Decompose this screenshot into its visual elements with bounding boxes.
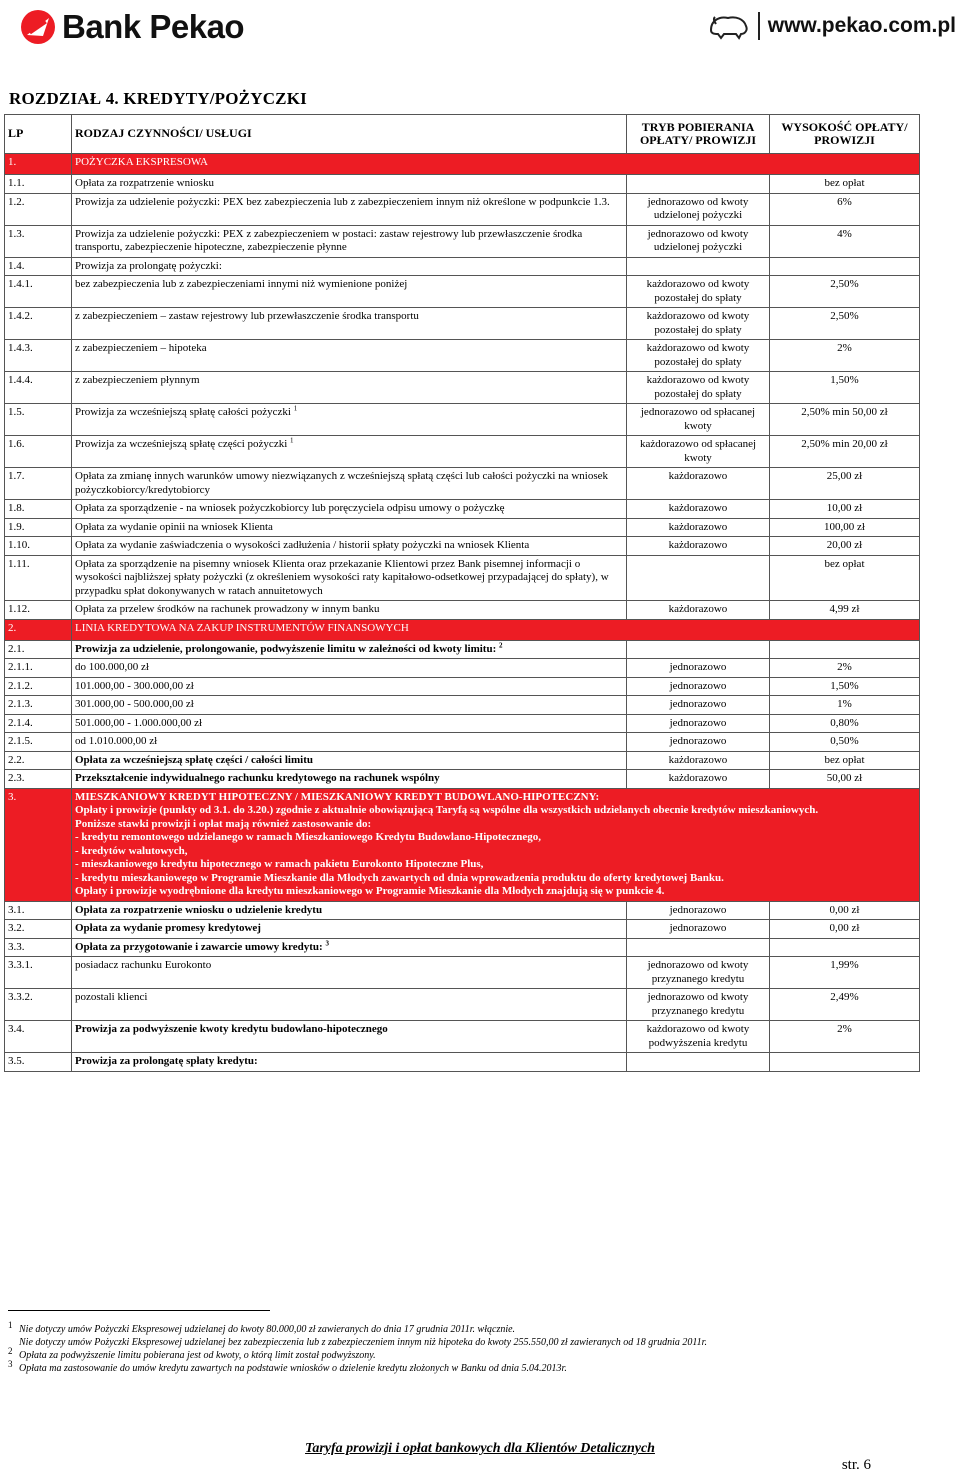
row-service (72, 436, 627, 468)
footnote-number: 2 (8, 1346, 13, 1356)
table-row (5, 677, 920, 696)
row-service-text: Opłata za sporządzenie - na wniosek pożyczkobiorcy lub poręczyciela odpisu umowy o pożyczkę (75, 502, 505, 514)
row-mode: każdorazowo od kwoty pozostałej do spłaty (627, 340, 770, 372)
footer-title: Taryfa prowizji i opłat bankowych dla Klientów Detalicznych (305, 1441, 655, 1456)
table-row (5, 555, 920, 601)
table-row (5, 340, 920, 372)
row-value: 4% (770, 225, 920, 257)
row-lp: 1.10. (5, 537, 72, 556)
footnote-ref: 1 (290, 436, 294, 445)
row-lp: 3.3.1. (5, 957, 72, 989)
row-service (72, 751, 627, 770)
row-service-text: z zabezpieczeniem płynnym (75, 374, 200, 386)
row-mode (627, 640, 770, 659)
table-row (5, 257, 920, 276)
row-value (770, 257, 920, 276)
row-service (72, 1021, 627, 1053)
row-mode: jednorazowo od spłacanej kwoty (627, 404, 770, 436)
row-service-text: Opłata za przygotowanie i zawarcie umowy kredytu: (75, 940, 323, 953)
row-service (72, 1053, 627, 1072)
row-value: 6% (770, 193, 920, 225)
row-mode: każdorazowo od kwoty pozostałej do spłaty (627, 308, 770, 340)
row-mode: jednorazowo od kwoty udzielonej pożyczki (627, 193, 770, 225)
bison-icon (708, 12, 750, 40)
row-lp: 1.9. (5, 518, 72, 537)
header-mode: TRYB POBIERANIA OPŁATY/ PROWIZJI (627, 115, 770, 154)
row-lp: 1.5. (5, 404, 72, 436)
row-mode: jednorazowo (627, 733, 770, 752)
footnote (8, 1346, 908, 1362)
row-value: 25,00 zł (770, 468, 920, 500)
row-service (72, 500, 627, 519)
row-service-text: od 1.010.000,00 zł (75, 735, 158, 747)
row-mode: każdorazowo od spłacanej kwoty (627, 436, 770, 468)
section-line: - kredytu mieszkaniowego w Programie Mieszkanie dla Młodych zawartych od dnia wprowadzenia produktu do oferty kredytowej Banku. (75, 871, 724, 884)
table-row (5, 276, 920, 308)
table-row (5, 733, 920, 752)
row-mode: jednorazowo od kwoty przyznanego kredytu (627, 957, 770, 989)
table-row (5, 901, 920, 920)
footnote (8, 1320, 908, 1336)
row-value: 20,00 zł (770, 537, 920, 556)
table-row (5, 518, 920, 537)
row-service-text: Opłata za zmianę innych warunków umowy niezwiązanych z wcześniejszą spłatą części lub całości pożyczki na wniosek pożyczkobiorcy/kredytobiorcy (75, 470, 608, 496)
row-service (72, 920, 627, 939)
row-value: 2,50% min 20,00 zł (770, 436, 920, 468)
table-row (5, 696, 920, 715)
footnote-ref: 3 (325, 938, 329, 947)
site-link[interactable] (708, 12, 956, 40)
row-value: 10,00 zł (770, 500, 920, 519)
row-service-text: posiadacz rachunku Eurokonto (75, 959, 212, 971)
table-row (5, 500, 920, 519)
row-service (72, 404, 627, 436)
row-service (72, 659, 627, 678)
section-lp: 1. (5, 154, 72, 175)
row-service (72, 601, 627, 620)
footnote-number: 1 (8, 1320, 13, 1330)
section-line: - kredytu remontowego udzielanego w ramach Mieszkaniowego Kredytu Budowlano-Hipotecznego, (75, 831, 541, 843)
row-mode (627, 257, 770, 276)
table-row (5, 659, 920, 678)
row-service (72, 372, 627, 404)
table-row (5, 601, 920, 620)
row-mode: jednorazowo (627, 659, 770, 678)
row-service-text: Opłata za sporządzenie na pisemny wniosek Klienta oraz przekazanie Klientowi przez Bank pisemnej informacji o wysokości najbliższej spłaty pożyczki (z określeniem wysokości raty kapitałowo-odsetkowej przypadającej do spłaty), w przypadku spłat dokonywanych w ratach annuitetowych (75, 557, 609, 597)
table-row (5, 372, 920, 404)
row-value: 0,50% (770, 733, 920, 752)
row-service (72, 938, 627, 957)
row-service (72, 193, 627, 225)
row-value: 100,00 zł (770, 518, 920, 537)
row-mode: jednorazowo (627, 677, 770, 696)
row-value: 0,80% (770, 714, 920, 733)
row-lp: 2.2. (5, 751, 72, 770)
row-lp: 3.3.2. (5, 989, 72, 1021)
table-row (5, 175, 920, 194)
table-header-row (5, 115, 920, 154)
row-value (770, 640, 920, 659)
row-mode: jednorazowo (627, 901, 770, 920)
row-value (770, 1053, 920, 1072)
table-row (5, 308, 920, 340)
row-value: 2,49% (770, 989, 920, 1021)
footnote (8, 1359, 908, 1375)
row-service (72, 276, 627, 308)
row-service (72, 537, 627, 556)
footnote-text: Nie dotyczy umów Pożyczki Ekspresowej udzielanej bez zabezpieczenia lub z zabezpieczeniem innym niż hipoteka do kwoty 255.550,00 zł zawieranych od 18 grudnia 2011r. (19, 1337, 707, 1348)
row-value: 0,00 zł (770, 901, 920, 920)
row-service (72, 468, 627, 500)
row-lp: 1.4.4. (5, 372, 72, 404)
row-lp: 1.6. (5, 436, 72, 468)
row-value: 2% (770, 1021, 920, 1053)
table-row (5, 770, 920, 789)
row-service (72, 957, 627, 989)
section-title: MIESZKANIOWY KREDYT HIPOTECZNY / MIESZKANIOWY KREDYT BUDOWLANO-HIPOTECZNY: (75, 790, 600, 803)
footnote-text: Opłata ma zastosowanie do umów kredytu zawartych na podstawie wniosków o dzielenie kredytu złożonych w Banku od dnia 5.04.2013r. (19, 1363, 567, 1374)
section-line: Poniższe stawki prowizji i opłat mają również zastosowanie do: (75, 817, 372, 830)
row-mode (627, 1053, 770, 1072)
row-value: 4,99 zł (770, 601, 920, 620)
bank-pekao-logo-icon (20, 9, 56, 45)
row-lp: 2.1.3. (5, 696, 72, 715)
section-lp: 3. (5, 788, 72, 901)
page-header (0, 0, 960, 60)
row-service (72, 714, 627, 733)
row-value: bez opłat (770, 751, 920, 770)
section-title: POŻYCZKA EKSPRESOWA (72, 154, 920, 175)
footnotes (8, 1310, 908, 1375)
table-row (5, 1053, 920, 1072)
table-row (5, 1021, 920, 1053)
row-lp: 1.4. (5, 257, 72, 276)
row-value: 1,50% (770, 677, 920, 696)
tariff-table (4, 114, 920, 1072)
footnote-ref: 2 (498, 640, 503, 649)
row-service-text: Prowizja za wcześniejszą spłatę części pożyczki (75, 438, 288, 450)
row-value: 0,00 zł (770, 920, 920, 939)
row-service-text: z zabezpieczeniem – zastaw rejestrowy lub przewłaszczenie środka transportu (75, 310, 419, 322)
section-1-row (5, 154, 920, 175)
table-row (5, 714, 920, 733)
row-lp: 1.4.1. (5, 276, 72, 308)
row-service (72, 257, 627, 276)
row-lp: 1.4.2. (5, 308, 72, 340)
footnote-number: 3 (8, 1359, 13, 1369)
row-service (72, 989, 627, 1021)
section-title: LINIA KREDYTOWA NA ZAKUP INSTRUMENTÓW FINANSOWYCH (72, 619, 920, 640)
row-lp: 3.4. (5, 1021, 72, 1053)
row-service-text: Opłata za wydanie promesy kredytowej (75, 922, 261, 934)
row-service (72, 175, 627, 194)
row-lp: 3.3. (5, 938, 72, 957)
row-mode: jednorazowo od kwoty przyznanego kredytu (627, 989, 770, 1021)
header-separator (758, 12, 760, 40)
row-service (72, 770, 627, 789)
row-mode: każdorazowo od kwoty pozostałej do spłaty (627, 372, 770, 404)
row-mode: każdorazowo (627, 770, 770, 789)
row-mode (627, 938, 770, 957)
row-service-text: Prowizja za udzielenie, prolongowanie, podwyższenie limitu w zależności od kwoty limitu: (75, 642, 497, 655)
section-lp: 2. (5, 619, 72, 640)
table-row (5, 537, 920, 556)
page-number: str. 6 (841, 1457, 871, 1473)
table-row (5, 225, 920, 257)
row-mode: jednorazowo (627, 696, 770, 715)
row-mode: jednorazowo od kwoty udzielonej pożyczki (627, 225, 770, 257)
row-service-text: Prowizja za prolongatę spłaty kredytu: (75, 1055, 258, 1067)
site-url[interactable]: www.pekao.com.pl (767, 14, 956, 37)
footnote-text: Opłata za podwyższenie limitu pobierana jest od kwoty, o którą limit został podwyższony. (19, 1350, 376, 1361)
table-row (5, 938, 920, 957)
row-service-text: z zabezpieczeniem – hipoteka (75, 342, 207, 354)
table-row (5, 436, 920, 468)
row-service-text: Opłata za przelew środków na rachunek prowadzony w innym banku (75, 603, 380, 615)
row-lp: 2.1. (5, 640, 72, 659)
row-service-text: Prowizja za wcześniejszą spłatę całości pożyczki (75, 406, 291, 418)
row-service-text: Opłata za wydanie opinii na wniosek Klienta (75, 520, 273, 533)
section-line: Opłaty i prowizje wyodrębnione dla kredytu mieszkaniowego w Programie Mieszkanie dla Młodych znajdują się w punkcie 4. (75, 885, 665, 897)
row-lp: 2.3. (5, 770, 72, 789)
row-service-text: Opłata za rozpatrzenie wniosku (75, 177, 214, 189)
row-service-text: do 100.000,00 zł (75, 661, 149, 673)
row-lp: 3.5. (5, 1053, 72, 1072)
row-mode: każdorazowo (627, 500, 770, 519)
row-value: 1,50% (770, 372, 920, 404)
row-mode: każdorazowo od kwoty pozostałej do spłaty (627, 276, 770, 308)
footnote-ref: 1 (293, 404, 298, 413)
header-lp: LP (5, 115, 72, 154)
row-value: 2,50% (770, 308, 920, 340)
row-value: 50,00 zł (770, 770, 920, 789)
row-mode: każdorazowo od kwoty podwyższenia kredytu (627, 1021, 770, 1053)
row-lp: 1.3. (5, 225, 72, 257)
row-service-text: Opłata za rozpatrzenie wniosku o udzielenie kredytu (75, 903, 323, 916)
brand-name: Bank Pekao (62, 8, 245, 45)
section-line: - mieszkaniowego kredytu hipotecznego w ramach pakietu Eurokonto Hipoteczne Plus, (75, 858, 484, 870)
row-service-text: 301.000,00 - 500.000,00 zł (75, 698, 194, 710)
table-row (5, 640, 920, 659)
row-value (770, 938, 920, 957)
row-mode: każdorazowo (627, 468, 770, 500)
row-service-text: Prowizja za udzielenie pożyczki: PEX bez zabezpieczenia lub z zabezpieczeniem innym niż określone w podpunkcie 1.3. (75, 195, 610, 208)
row-lp: 2.1.1. (5, 659, 72, 678)
row-service (72, 696, 627, 715)
row-lp: 2.1.2. (5, 677, 72, 696)
row-lp: 1.8. (5, 500, 72, 519)
section-2-row (5, 619, 920, 640)
row-service-text: Przekształcenie indywidualnego rachunku kredytowego na rachunek wspólny (75, 772, 440, 784)
row-value: 1,99% (770, 957, 920, 989)
row-mode: jednorazowo (627, 714, 770, 733)
row-service-text: pozostali klienci (75, 991, 148, 1003)
row-value: 1% (770, 696, 920, 715)
row-service (72, 733, 627, 752)
row-service-text: Opłata za wcześniejszą spłatę części / całości limitu (75, 753, 313, 766)
header-value: WYSOKOŚĆ OPŁATY/ PROWIZJI (770, 115, 920, 154)
row-mode: każdorazowo (627, 601, 770, 620)
row-lp: 2.1.4. (5, 714, 72, 733)
row-service (72, 308, 627, 340)
footnote (8, 1336, 908, 1349)
row-lp: 2.1.5. (5, 733, 72, 752)
chapter-title: ROZDZIAŁ 4. KREDYTY/POŻYCZKI (9, 89, 307, 108)
row-value: 2% (770, 340, 920, 372)
table-row (5, 751, 920, 770)
row-value: bez opłat (770, 555, 920, 601)
row-lp: 1.2. (5, 193, 72, 225)
row-value: bez opłat (770, 175, 920, 194)
row-service (72, 901, 627, 920)
table-row (5, 920, 920, 939)
row-mode: każdorazowo (627, 537, 770, 556)
row-lp: 1.4.3. (5, 340, 72, 372)
row-service (72, 555, 627, 601)
section-line: Opłaty i prowizje (punkty od 3.1. do 3.20.) zgodnie z aktualnie obowiązującą Taryfą są wspólne dla wszystkich udzielanych obecnie kredytów mieszkaniowych. (75, 804, 819, 816)
table-row (5, 404, 920, 436)
section-line: - kredytów walutowych, (75, 844, 188, 857)
row-service (72, 340, 627, 372)
row-lp: 1.12. (5, 601, 72, 620)
row-service-text: 101.000,00 - 300.000,00 zł (75, 679, 194, 692)
bank-logo[interactable] (20, 8, 244, 46)
row-mode (627, 175, 770, 194)
table-row (5, 193, 920, 225)
table-row (5, 468, 920, 500)
row-lp: 3.2. (5, 920, 72, 939)
row-service (72, 225, 627, 257)
row-service (72, 640, 627, 659)
row-lp: 1.1. (5, 175, 72, 194)
row-mode (627, 555, 770, 601)
row-service-text: bez zabezpieczenia lub z zabezpieczeniami innymi niż wymienione poniżej (75, 278, 408, 290)
row-service (72, 677, 627, 696)
table-row (5, 957, 920, 989)
section-3-row (5, 788, 920, 901)
row-service-text: Prowizja za udzielenie pożyczki: PEX z zabezpieczeniem w postaci: zastaw rejestrowy lub przewłaszczenie środka transportu, zabezpieczenie hipoteczne, zabezpieczenie płynne (75, 227, 583, 253)
row-service-text: 501.000,00 - 1.000.000,00 zł (75, 716, 203, 729)
table-row (5, 989, 920, 1021)
row-lp: 1.7. (5, 468, 72, 500)
row-service-text: Prowizja za prolongatę pożyczki: (75, 259, 222, 272)
row-mode: jednorazowo (627, 920, 770, 939)
footnote-separator (8, 1310, 270, 1311)
row-value: 2,50% min 50,00 zł (770, 404, 920, 436)
row-mode: każdorazowo (627, 518, 770, 537)
row-service (72, 518, 627, 537)
row-service-text: Opłata za wydanie zaświadczenia o wysokości zadłużenia / historii spłaty pożyczki na wniosek Klienta (75, 539, 530, 551)
header-name: RODZAJ CZYNNOŚCI/ USŁUGI (72, 115, 627, 154)
row-lp: 3.1. (5, 901, 72, 920)
row-value: 2% (770, 659, 920, 678)
row-mode: każdorazowo (627, 751, 770, 770)
row-lp: 1.11. (5, 555, 72, 601)
footnote-text: Nie dotyczy umów Pożyczki Ekspresowej udzielanej do kwoty 80.000,00 zł zawieranych do dnia 17 grudnia 2011r. włącznie. (19, 1324, 516, 1335)
row-service-text: Prowizja za podwyższenie kwoty kredytu budowlano-hipotecznego (75, 1023, 388, 1035)
row-value: 2,50% (770, 276, 920, 308)
section-3-block (72, 788, 920, 901)
